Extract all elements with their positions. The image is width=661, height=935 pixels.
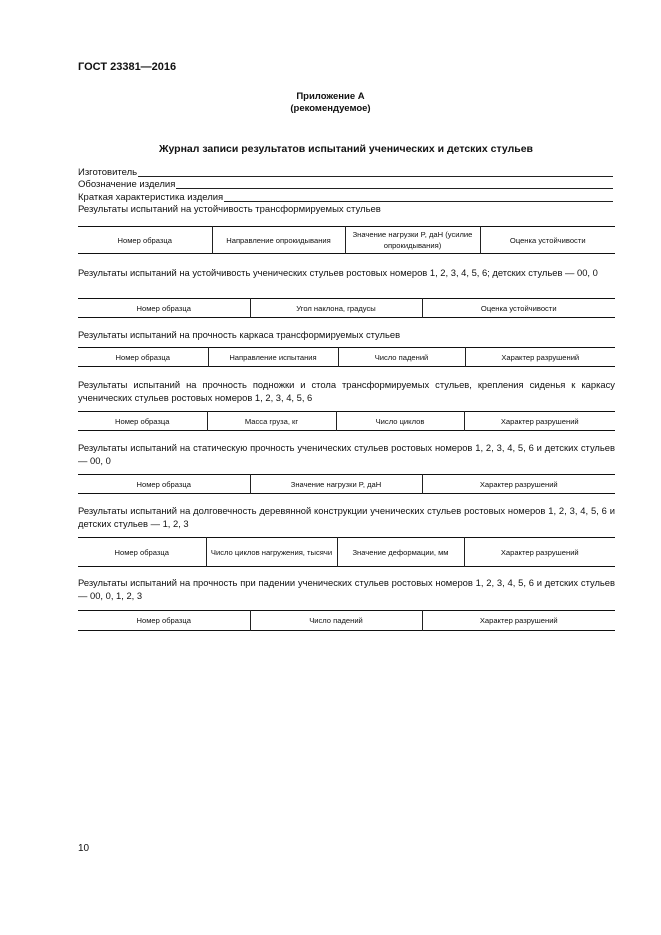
table-header-cell: Значение деформации, мм <box>337 538 464 567</box>
table-header-cell: Характер разрушений <box>464 538 615 567</box>
results-intro <box>78 204 613 216</box>
table-header-cell: Направление опрокидывания <box>212 227 345 254</box>
stability-school-table <box>78 298 615 318</box>
table-header-cell: Характер разрушений <box>422 475 615 494</box>
designation-label: Обозначение изделия <box>78 179 176 190</box>
table-header-cell: Направление испытания <box>208 348 338 367</box>
drop-strength-table <box>78 610 615 631</box>
section-text: Результаты испытаний на прочность при падении ученических стульев ростовых номеров 1, 2, 3, 4, 5, 6 и детских стульев — 00, 0, 1, 2, 3 <box>78 577 615 601</box>
stability-transformable-table <box>78 226 615 254</box>
designation-field <box>78 179 613 191</box>
footrest-strength-table <box>78 411 615 431</box>
static-strength-table <box>78 474 615 494</box>
table-header-cell: Номер образца <box>117 235 172 245</box>
section-text: Результаты испытаний на прочность подножки и стола трансформируемых стульев, крепления сиденья к каркасу ученических стульев ростовых номеров 1, 2, 3, 4, 5, 6 <box>78 379 615 403</box>
frame-strength-table <box>78 347 615 367</box>
document-title: Журнал записи результатов испытаний ученических и детских стульев <box>158 143 534 155</box>
table-header-cell: Характер разрушений <box>465 348 615 367</box>
appendix-status: (рекомендуемое) <box>290 103 371 114</box>
table-header-cell: Число падений <box>250 611 422 631</box>
fill-line <box>176 188 613 189</box>
table-header-cell: Оценка устойчивости <box>480 227 615 254</box>
results-intro-label: Результаты испытаний на устойчивость трансформируемых стульев <box>78 204 381 215</box>
fill-line <box>138 176 613 177</box>
table-header-cell: Номер образца <box>136 479 191 489</box>
table-header-cell: Характер разрушений <box>464 412 615 431</box>
page-number: 10 <box>78 843 90 854</box>
table-header-cell: Номер образца <box>114 547 169 557</box>
table-header-cell: Значение нагрузки P, даН (усилие опрокидывания) <box>345 227 480 254</box>
table-header-cell: Номер образца <box>136 616 191 625</box>
table-header-cell: Характер разрушений <box>422 611 615 631</box>
table-header-cell: Масса груза, кг <box>207 412 336 431</box>
document-code: ГОСТ 23381—2016 <box>78 61 177 73</box>
table-header-cell: Номер образца <box>115 352 170 362</box>
table-header-cell: Номер образца <box>136 303 191 313</box>
description-field <box>78 192 613 204</box>
description-label: Краткая характеристика изделия <box>78 192 224 203</box>
table-header-cell: Число циклов <box>336 412 464 431</box>
table-header-cell: Число падений <box>338 348 465 367</box>
section-text: Результаты испытаний на долговечность деревянной конструкции ученических стульев ростовых номеров 1, 2, 3, 4, 5, 6 и детских стульев — 1, 2, 3 <box>78 505 615 529</box>
table-header-cell: Значение нагрузки P, даН <box>250 475 422 494</box>
table-header-cell: Число циклов нагружения, тысячи <box>206 538 337 567</box>
section-text: Результаты испытаний на статическую прочность ученических стульев ростовых номеров 1, 2, 3, 4, 5, 6 и детских стульев — 00, 0 <box>78 442 615 466</box>
manufacturer-label: Изготовитель <box>78 167 138 178</box>
table-header-cell: Угол наклона, градусы <box>250 299 422 318</box>
durability-table <box>78 537 615 567</box>
manufacturer-field <box>78 167 613 179</box>
fill-line <box>224 201 613 202</box>
table-header-cell: Номер образца <box>115 416 170 426</box>
section-text: Результаты испытаний на устойчивость ученических стульев ростовых номеров 1, 2, 3, 4, 5, 6; детских стульев — 00, 0 <box>78 267 598 278</box>
table-header-cell: Оценка устойчивости <box>422 299 615 318</box>
section-text: Результаты испытаний на прочность каркаса трансформируемых стульев <box>78 329 401 340</box>
appendix-title: Приложение А <box>296 91 365 102</box>
